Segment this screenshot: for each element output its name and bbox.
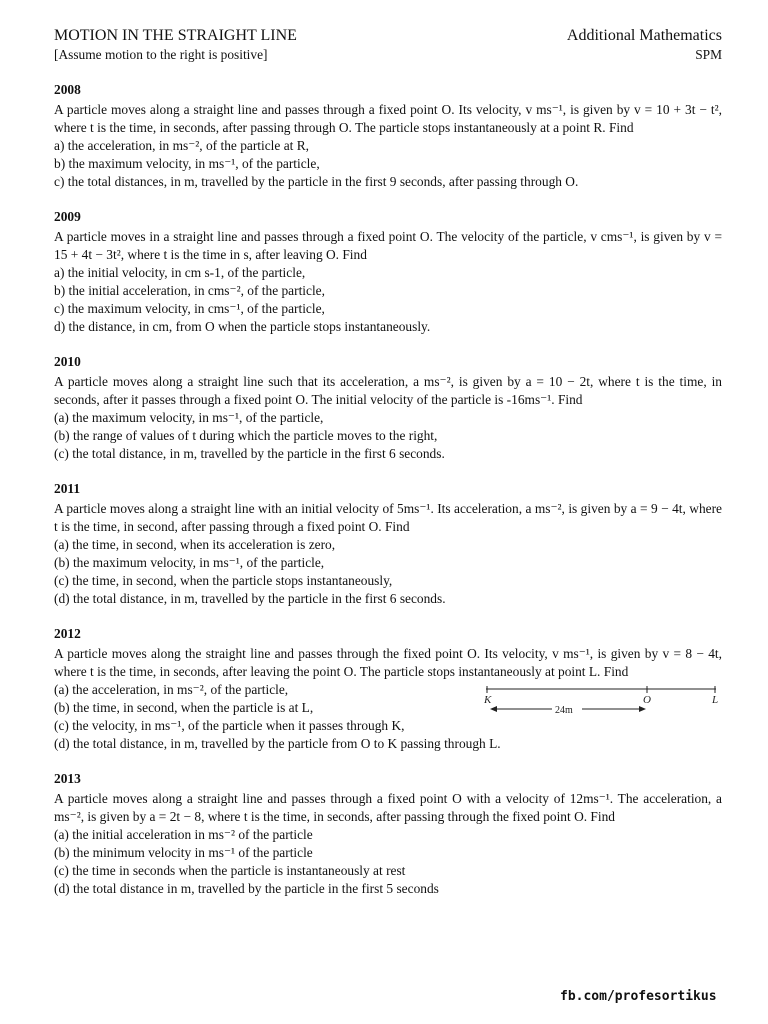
question-part: b) the maximum velocity, in ms⁻¹, of the particle,	[54, 156, 320, 171]
number-line-diagram	[484, 685, 719, 715]
question-part: b) the initial acceleration, in cms⁻², of the particle,	[54, 283, 325, 298]
arrow-right-icon	[639, 706, 646, 712]
question-part: a) the acceleration, in ms⁻², of the particle at R,	[54, 138, 309, 153]
question-part: (c) the total distance, in m, travelled by the particle in the first 6 seconds.	[54, 446, 445, 461]
question-year: 2011	[54, 481, 81, 496]
label-o: O	[643, 694, 651, 706]
question-year: 2012	[54, 626, 81, 641]
question-part: c) the maximum velocity, in cms⁻¹, of the particle,	[54, 301, 325, 316]
question-part: (a) the initial acceleration in ms⁻² of the particle	[54, 827, 313, 842]
question-2008	[54, 81, 722, 191]
question-2012	[54, 625, 722, 753]
question-part: a) the initial velocity, in cm s-1, of the particle,	[54, 265, 306, 280]
question-part: (a) the acceleration, in ms⁻², of the particle,	[54, 682, 289, 697]
question-year: 2009	[54, 209, 81, 224]
question-part: (c) the velocity, in ms⁻¹, of the particle when it passes through K,	[54, 718, 405, 733]
question-year: 2008	[54, 82, 81, 97]
question-part: c) the total distances, in m, travelled by the particle in the first 9 seconds, after passing through O.	[54, 174, 579, 189]
arrow-left-icon	[490, 706, 497, 712]
footer-credit: fb.com/profesortikus	[560, 989, 717, 1004]
question-statement: A particle moves along the straight line and passes through the fixed point O. Its velocity, v ms⁻¹, is given by v = 8 − 4t, where t is the time, in seconds, after leaving the point O. The particle stops instantaneously at point L. Find	[54, 646, 722, 679]
question-part: (b) the range of values of t during which the particle moves to the right,	[54, 428, 438, 443]
question-part: (a) the maximum velocity, in ms⁻¹, of the particle,	[54, 410, 324, 425]
exam-name: SPM	[695, 47, 722, 62]
question-part: d) the distance, in cm, from O when the particle stops instantaneously.	[54, 319, 431, 334]
subject-name: Additional Mathematics	[566, 27, 722, 44]
document-page	[54, 26, 722, 898]
label-k: K	[484, 694, 492, 706]
question-part: (c) the time, in second, when the particle stops instantaneously,	[54, 573, 393, 588]
question-statement: A particle moves along a straight line such that its acceleration, a ms⁻², is given by a = 10 − 2t, where t is the time, in seconds, after it passes through a fixed point O. The initial velocity of the particle is -16ms⁻¹. Find	[54, 374, 722, 407]
question-statement: A particle moves along a straight line and passes through a fixed point O. Its velocity, v ms⁻¹, is given by v = 10 + 3t − t², where t is the time, in seconds, after passing through O. The particle stops instantaneously at a point R. Find	[54, 102, 722, 135]
question-part: (b) the time, in second, when the particle is at L,	[54, 700, 314, 715]
question-year: 2010	[54, 354, 81, 369]
document-title: MOTION IN THE STRAIGHT LINE	[54, 27, 297, 44]
distance-label: 24m	[555, 705, 573, 715]
question-part: (a) the time, in second, when its acceleration is zero,	[54, 537, 336, 552]
label-l: L	[712, 694, 719, 706]
question-2009	[54, 208, 722, 336]
question-part: (c) the time in seconds when the particle is instantaneously at rest	[54, 863, 406, 878]
question-2013	[54, 770, 722, 898]
assumption-note: [Assume motion to the right is positive]	[54, 47, 268, 62]
question-statement: A particle moves along a straight line and passes through a fixed point O with a velocity of 12ms⁻¹. The acceleration, a ms⁻², is given by a = 2t − 8, where t is the time, in seconds, after passing through the fixed point O. Find	[54, 791, 722, 824]
question-part: (b) the maximum velocity, in ms⁻¹, of the particle,	[54, 555, 325, 570]
question-part: (b) the minimum velocity in ms⁻¹ of the particle	[54, 845, 313, 860]
page-header	[54, 26, 722, 64]
question-2011	[54, 480, 722, 608]
question-statement: A particle moves in a straight line and passes through a fixed point O. The velocity of the particle, v cms⁻¹, is given by v = 15 + 4t − 3t², where t is the time in s, after leaving O. Find	[54, 229, 722, 262]
question-statement: A particle moves along a straight line with an initial velocity of 5ms⁻¹. Its acceleration, a ms⁻², is given by a = 9 − 4t, where t is the time, in second, after passing through a fixed point O. Find	[54, 501, 722, 534]
question-part: (d) the total distance in m, travelled by the particle in the first 5 seconds	[54, 881, 439, 896]
question-part: (d) the total distance, in m, travelled by the particle from O to K passing through L.	[54, 736, 501, 751]
question-year: 2013	[54, 771, 81, 786]
question-part: (d) the total distance, in m, travelled by the particle in the first 6 seconds.	[54, 591, 446, 606]
question-2010	[54, 353, 722, 463]
